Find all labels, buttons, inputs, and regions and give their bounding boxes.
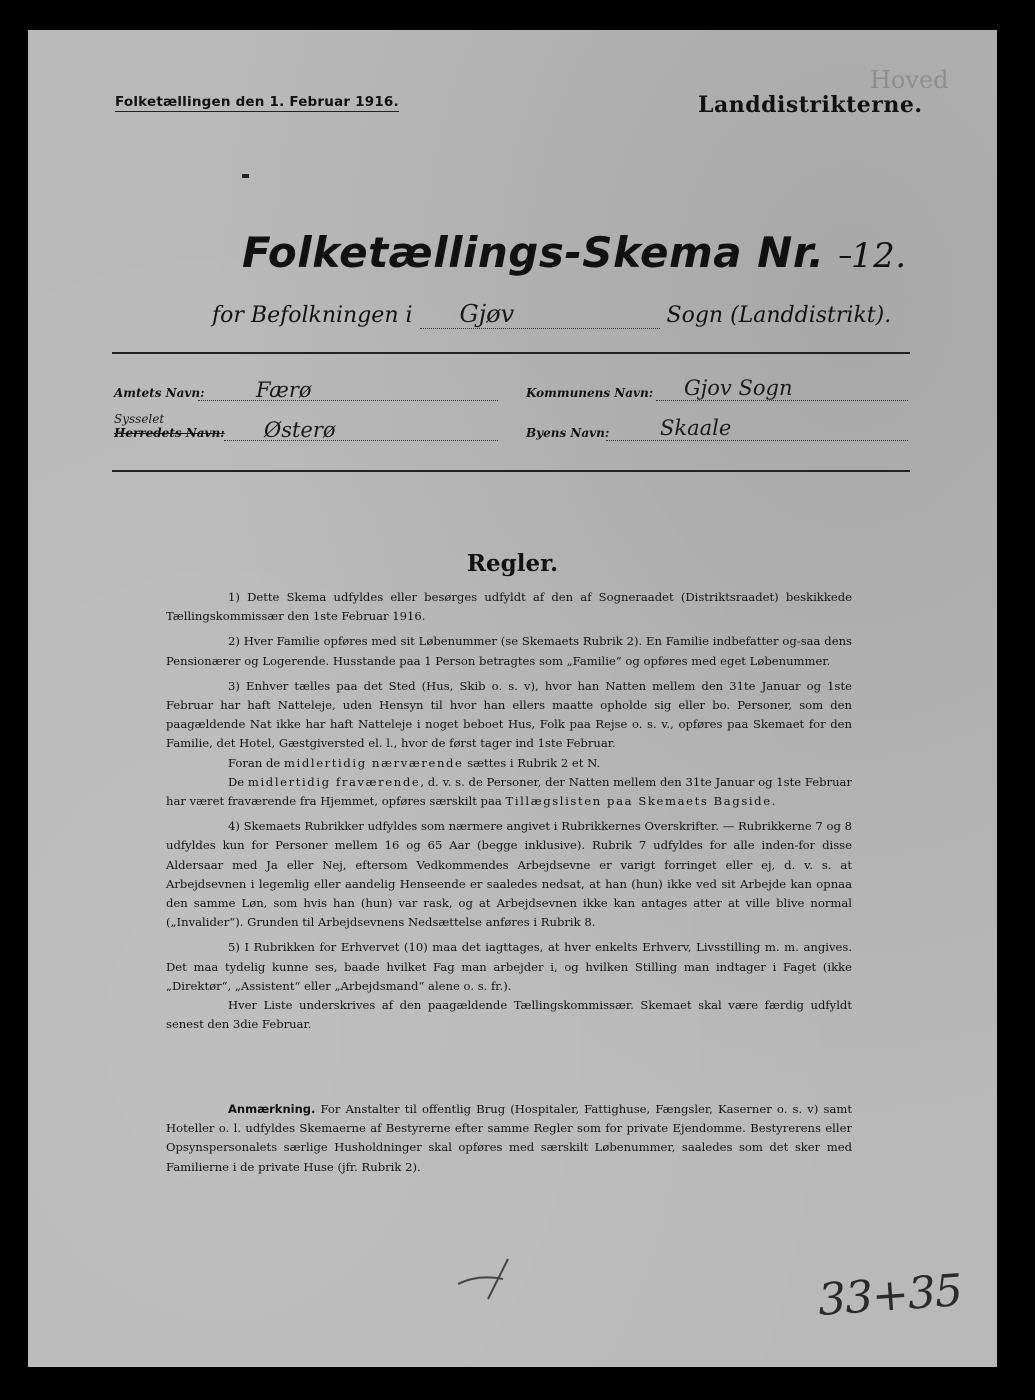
- rules-body: [166, 588, 852, 1040]
- rule-5: 5) I Rubrikken for Erhvervet (10) maa det iagttages, at hver enkelts Erhverv, Livsstilling m. m. angives. Det maa tydelig kunne ses, baade hvilket Fag man arbejder i, og hvilken Stilling man indtager i Faget (ikke „Direktør“, „Assistent“ eller „Arbejdsmand“ alene o. s. fr.).: [166, 940, 852, 993]
- form-title: [242, 228, 907, 277]
- rule-3: 3) Enhver tælles paa det Sted (Hus, Skib o. s. v), hvor han Natten mellem den 31te Januar og 1ste Februar har haft Natteleje, uden Hensyn til hvor han ellers maatte opholde sig eller bo. Personer, som den paagældende Nat ikke har haft Natteleje i noget beboet Hus, Folk paa Rejse o. s. v., opføres paa Skemaet for den Familie, det Hotel, Gæstgiversted el. l., hvor de først tager ind 1ste Februar.: [166, 678, 852, 751]
- rule-3-fravaerende: De midlertidig fraværende, d. v. s. de Personer, der Natten mellem den 31te Januar og 1ste Februar har været fraværende fra Hjemmet, opføres særskilt paa Tillægslisten paa Skemaets Bagside.: [166, 774, 852, 809]
- kommune-label: Kommunens Navn:: [526, 386, 654, 400]
- subtitle-prefix: for Befolkningen i: [212, 303, 413, 328]
- faded-stamp: Hoved: [870, 66, 949, 94]
- form-number-handwritten: 12.: [850, 236, 907, 276]
- ink-dot: [242, 174, 249, 178]
- herred-correction: Sysselet: [114, 412, 165, 426]
- amt-label: Amtets Navn:: [114, 386, 205, 400]
- form-title-text: Folketællings-Skema Nr.: [242, 228, 825, 277]
- subtitle-suffix: Sogn (Landdistrikt).: [666, 303, 892, 328]
- amt-field: [198, 378, 498, 401]
- amt-value: Færø: [256, 378, 312, 402]
- rule-3-foran: Foran de midlertidig nærværende sættes i Rubrik 2 et N.: [228, 755, 601, 770]
- pencil-scribble: [448, 1244, 538, 1304]
- herred-field: [224, 418, 498, 441]
- form-subtitle: [212, 300, 891, 329]
- anmaerkning-note: [166, 1100, 852, 1177]
- rules-heading: Regler.: [466, 550, 559, 577]
- by-value: Skaale: [660, 416, 732, 440]
- parish-field: [420, 300, 660, 329]
- rule-1: 1) Dette Skema udfyldes eller besørges udfyldt af den af Sogneraadet (Distriktsraadet) beskikkede Tællingskommissær den 1ste Februar 1916.: [166, 590, 852, 624]
- divider-bottom: [112, 470, 910, 472]
- district-type-header: Landdistrikterne.: [698, 92, 923, 118]
- kommune-value: Gjov Sogn: [684, 376, 793, 400]
- anmaerkning-text: For Anstalter til offentlig Brug (Hospitaler, Fattighuse, Fængsler, Kaserner o. s. v) samt Hoteller o. l. udfyldes Skemaerne af Bestyrerne efter samme Regler som for private Ejendomme. Bestyrerens eller Opsynspersonalets særlige Husholdninger skal opføres med særskilt Løbenummer, saaledes som det sker med Familierne i de private Huse (jfr. Rubrik 2).: [166, 1102, 852, 1174]
- by-field: [606, 416, 908, 441]
- census-form-page: [28, 30, 997, 1367]
- kommune-field: [656, 376, 908, 401]
- rule-5-signature: Hver Liste underskrives af den paagældende Tællingskommissær. Skemaet skal være færdig udfyldt senest den 3die Februar.: [166, 998, 852, 1032]
- herred-label: Herredets Navn:: [114, 426, 225, 440]
- anmaerkning-label: Anmærkning.: [228, 1102, 316, 1116]
- rule-2: 2) Hver Familie opføres med sit Løbenummer (se Skemaets Rubrik 2). En Familie indbefatter og-saa dens Pensionærer og Logerende. Husstande paa 1 Person betragtes som „Familie“ og opføres med eget Løbenummer.: [166, 634, 852, 668]
- parish-handwritten: Gjøv: [459, 300, 515, 328]
- rule-4: 4) Skemaets Rubrikker udfyldes som nærmere angivet i Rubrikkernes Overskrifter. — Rubrikkerne 7 og 8 udfyldes kun for Personer mellem 16 og 65 Aar (begge inklusive). Rubrik 7 udfyldes for alle inden-for disse Aldersaar med Ja eller Nej, eftersom Vedkommendes Arbejdsevne er varigt forringet eller ej, d. v. s. at Arbejdsevnen i legemlig eller aandelig Henseende er saaledes nedsat, at han (hun) ikke ved sit Arbejde kan opnaa den samme Løn, som hvis han (hun) var rask, og at Arbejdsevnen ikke kan antages atter at ville blive normal („Invalider“). Grunden til Arbejdsevnens Nedsættelse anføres i Rubrik 8.: [166, 819, 852, 930]
- by-label: Byens Navn:: [526, 426, 610, 440]
- herred-value: Østerø: [264, 418, 336, 442]
- divider-top: [112, 352, 910, 354]
- corner-handwritten-number: 33+35: [816, 1265, 964, 1326]
- census-date-header: Folketællingen den 1. Februar 1916.: [115, 94, 399, 110]
